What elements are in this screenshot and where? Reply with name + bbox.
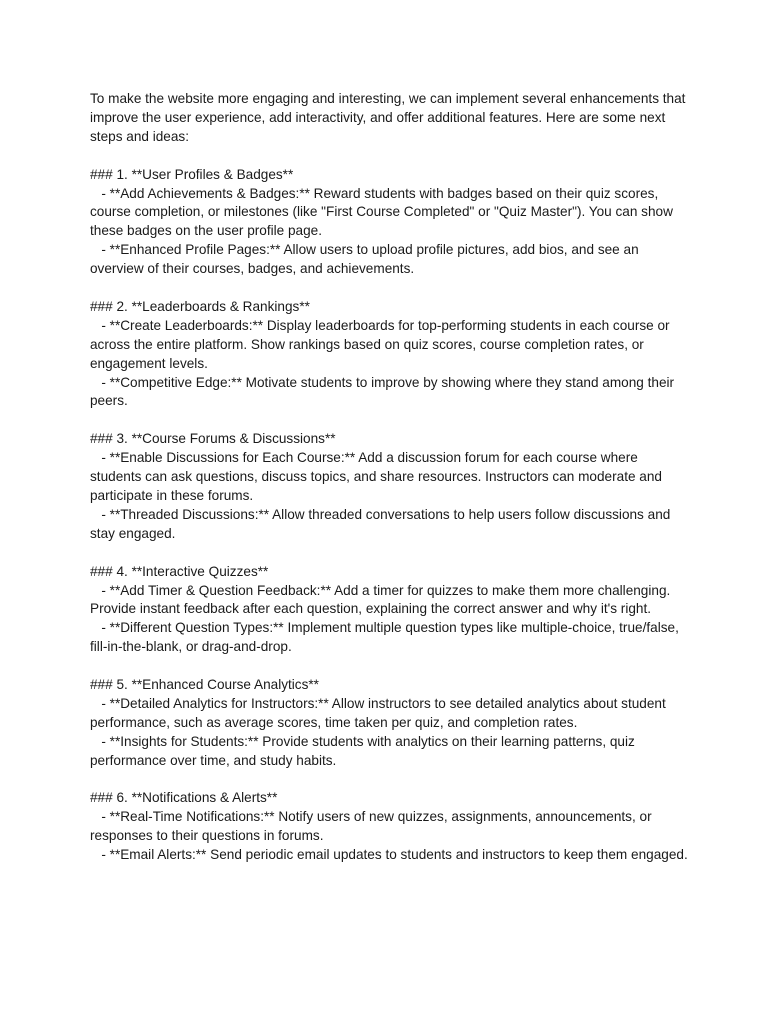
section-item: - **Create Leaderboards:** Display leaderboards for top-performing students in each course or across the entire platform. Show rankings based on quiz scores, course completion rates, or engagement levels.	[90, 317, 674, 371]
section-interactive-quizzes	[90, 563, 690, 658]
spacer	[90, 279, 690, 298]
spacer	[90, 657, 690, 676]
spacer	[90, 544, 690, 563]
section-heading: ### 5. **Enhanced Course Analytics**	[90, 677, 319, 693]
section-user-profiles	[90, 166, 690, 279]
section-heading: ### 1. **User Profiles & Badges**	[90, 166, 294, 182]
section-course-forums	[90, 430, 690, 543]
section-item: - **Enable Discussions for Each Course:** Add a discussion forum for each course where students can ask questions, discuss topics, and share resources. Instructors can moderate and participate in these forums.	[90, 450, 666, 503]
section-leaderboards	[90, 298, 690, 411]
section-item: - **Threaded Discussions:** Allow threaded conversations to help users follow discussions and stay engaged.	[90, 506, 675, 541]
section-notifications	[90, 789, 690, 865]
section-item: - **Real-Time Notifications:** Notify users of new quizzes, assignments, announcements, or responses to their questions in forums.	[90, 809, 656, 844]
section-item: - **Different Question Types:** Implement multiple question types like multiple-choice, true/false, fill-in-the-blank, or drag-and-drop.	[90, 620, 683, 655]
section-item: - **Add Achievements & Badges:** Reward students with badges based on their quiz scores, course completion, or milestones (like "First Course Completed" or "Quiz Master"). You can show these badges on the user profile page.	[90, 185, 677, 239]
spacer	[90, 147, 690, 166]
section-item: - **Enhanced Profile Pages:** Allow users to upload profile pictures, add bios, and see an overview of their courses, badges, and achievements.	[90, 242, 643, 277]
section-item: - **Detailed Analytics for Instructors:** Allow instructors to see detailed analytics about student performance, such as average scores, time taken per quiz, and completion rates.	[90, 695, 670, 730]
spacer	[90, 411, 690, 430]
section-heading: ### 6. **Notifications & Alerts**	[90, 790, 278, 806]
section-item: - **Competitive Edge:** Motivate students to improve by showing where they stand among their peers.	[90, 374, 678, 409]
section-course-analytics	[90, 676, 690, 771]
spacer	[90, 771, 690, 790]
section-item: - **Insights for Students:** Provide students with analytics on their learning patterns, quiz performance over time, and study habits.	[90, 733, 639, 768]
section-heading: ### 2. **Leaderboards & Rankings**	[90, 298, 310, 314]
document-page	[90, 90, 690, 865]
section-heading: ### 4. **Interactive Quizzes**	[90, 563, 269, 579]
section-heading: ### 3. **Course Forums & Discussions**	[90, 431, 336, 447]
section-item: - **Email Alerts:** Send periodic email updates to students and instructors to keep them engaged.	[90, 847, 688, 863]
intro-paragraph: To make the website more engaging and interesting, we can implement several enhancements that improve the user experience, add interactivity, and offer additional features. Here are some next steps and ideas:	[90, 91, 690, 144]
section-item: - **Add Timer & Question Feedback:** Add a timer for quizzes to make them more challenging. Provide instant feedback after each question, explaining the correct answer and why it's right.	[90, 582, 675, 617]
